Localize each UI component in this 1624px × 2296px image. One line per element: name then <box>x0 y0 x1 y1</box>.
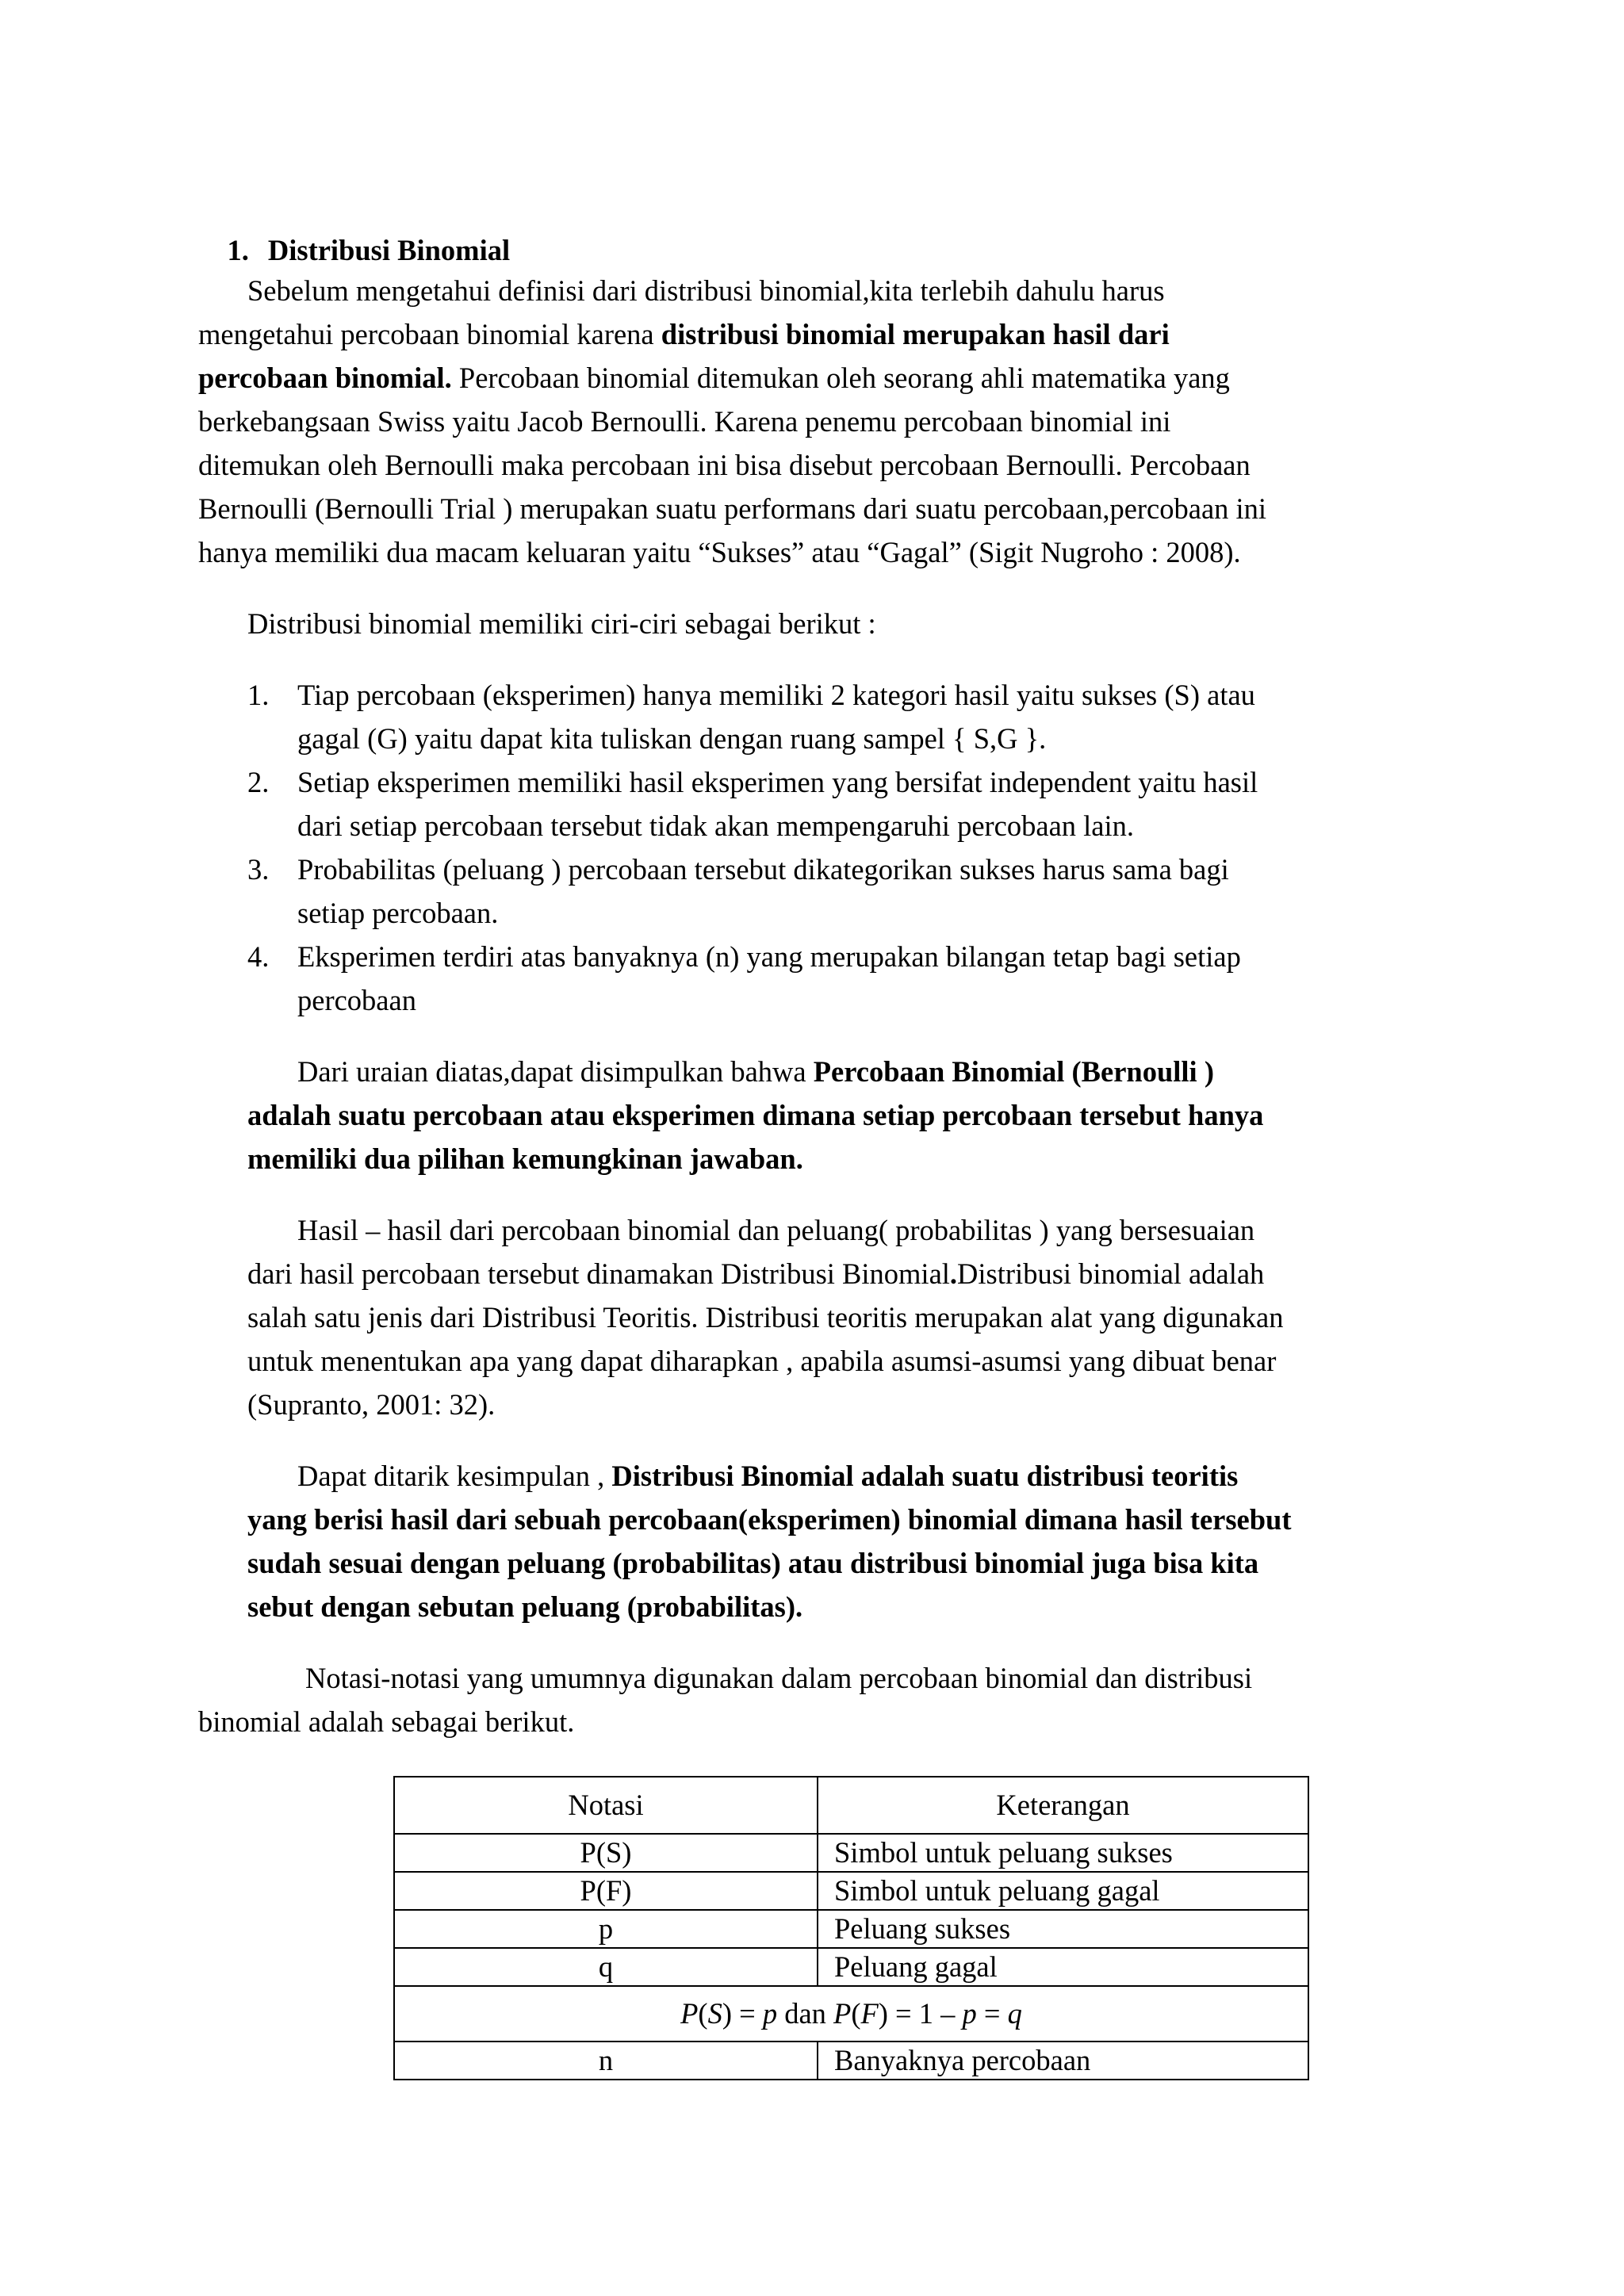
formula-part: = <box>976 1997 1008 2030</box>
formula-part: q <box>1007 1997 1022 2030</box>
header-keterangan: Keterangan <box>818 1777 1308 1834</box>
paragraph-line: Notasi-notasi yang umumnya digunakan dalam percobaan binomial dan distribusi <box>305 1662 1253 1694</box>
paragraph-line: memiliki dua pilihan kemungkinan jawaban. <box>247 1142 803 1175</box>
list-item: gagal (G) yaitu dapat kita tuliskan dengan ruang sampel { S,G }. <box>297 722 1047 755</box>
header-notasi: Notasi <box>394 1777 818 1834</box>
paragraph-line: sebut dengan sebutan peluang (probabilitas). <box>247 1590 803 1623</box>
formula-part: p <box>762 1997 778 2030</box>
paragraph-line <box>297 1459 1238 1494</box>
formula-part: dan <box>777 1997 834 2030</box>
paragraph-line: Hasil – hasil dari percobaan binomial dan peluang( probabilitas ) yang bersesuaian <box>297 1214 1255 1246</box>
paragraph-line: ditemukan oleh Bernoulli maka percobaan ini bisa disebut percobaan Bernoulli. Percobaan <box>198 449 1251 481</box>
paragraph-line: untuk menentukan apa yang dapat diharapkan , apabila asumsi-asumsi yang dibuat benar <box>247 1345 1277 1377</box>
formula-part: ( <box>851 1997 861 2030</box>
paragraph-line: salah satu jenis dari Distribusi Teoritis. Distribusi teoritis merupakan alat yang digunakan <box>247 1301 1284 1334</box>
list-item: Probabilitas (peluang ) percobaan tersebut dikategorikan sukses harus sama bagi <box>297 853 1229 886</box>
section-title: Distribusi Binomial <box>267 234 511 266</box>
formula-part: S <box>707 1997 722 2030</box>
paragraph-line <box>247 1257 1264 1292</box>
table-row <box>394 1910 1308 1948</box>
description-cell: Peluang gagal <box>818 1948 1308 1986</box>
table-row <box>394 1948 1308 1986</box>
paragraph-line <box>297 1054 1214 1089</box>
section-number: 1. <box>227 234 249 266</box>
formula-part: ( <box>698 1997 708 2030</box>
text-run: dari hasil percobaan tersebut dinamakan Distribusi Binomial <box>247 1257 950 1290</box>
notation-cell: P(S) <box>394 1834 818 1872</box>
list-number: 3. <box>247 853 270 886</box>
list-number: 1. <box>247 679 270 711</box>
paragraph-line: Sebelum mengetahui definisi dari distribusi binomial,kita terlebih dahulu harus <box>247 274 1165 307</box>
bold-run: . <box>949 1257 958 1290</box>
description-cell: Banyaknya percobaan <box>818 2042 1308 2080</box>
formula-part: P <box>833 1997 852 2030</box>
paragraph-line: binomial adalah sebagai berikut. <box>198 1705 575 1738</box>
list-item: Setiap eksperimen memiliki hasil eksperimen yang bersifat independent yaitu hasil <box>297 766 1258 798</box>
text-run: Dapat ditarik kesimpulan , <box>297 1460 612 1492</box>
paragraph-line <box>198 361 1230 396</box>
list-intro: Distribusi binomial memiliki ciri-ciri sebagai berikut : <box>247 607 876 640</box>
notation-cell: P(F) <box>394 1872 818 1910</box>
list-item: Tiap percobaan (eksperimen) hanya memiliki 2 kategori hasil yaitu sukses (S) atau <box>297 679 1255 711</box>
description-cell: Simbol untuk peluang gagal <box>818 1872 1308 1910</box>
list-item: percobaan <box>297 984 416 1016</box>
list-item: setiap percobaan. <box>297 897 499 929</box>
list-number: 4. <box>247 940 270 973</box>
table-header-row <box>394 1777 1308 1834</box>
notation-cell: p <box>394 1910 818 1948</box>
formula-part: ) = <box>722 1997 763 2030</box>
text-run: Distribusi binomial adalah <box>957 1257 1265 1290</box>
bold-run: Percobaan Binomial (Bernoulli ) <box>813 1055 1214 1088</box>
bold-run: distribusi binomial merupakan hasil dari <box>661 318 1170 350</box>
bold-run: percobaan binomial. <box>198 362 452 394</box>
paragraph-line: yang berisi hasil dari sebuah percobaan(eksperimen) binomial dimana hasil tersebut <box>247 1503 1292 1536</box>
notation-cell: q <box>394 1948 818 1986</box>
formula-part: p <box>962 1997 977 2030</box>
formula-part: F <box>860 1997 879 2030</box>
table-row <box>394 2042 1308 2080</box>
notation-table <box>393 1776 1309 2080</box>
list-item: Eksperimen terdiri atas banyaknya (n) yang merupakan bilangan tetap bagi setiap <box>297 940 1241 973</box>
table-row <box>394 1872 1308 1910</box>
notation-cell: n <box>394 2042 818 2080</box>
text-run: Dari uraian diatas,dapat disimpulkan bahwa <box>297 1055 814 1088</box>
paragraph-line <box>198 317 1170 352</box>
paragraph-line: (Supranto, 2001: 32). <box>247 1388 496 1421</box>
description-cell: Peluang sukses <box>818 1910 1308 1948</box>
text-run: mengetahui percobaan binomial karena <box>198 318 661 350</box>
bold-run: Distribusi Binomial adalah suatu distribusi teoritis <box>611 1460 1239 1492</box>
paragraph-line: Bernoulli (Bernoulli Trial ) merupakan suatu performans dari suatu percobaan,percobaan ini <box>198 492 1267 525</box>
table-row <box>394 1834 1308 1872</box>
description-cell: Simbol untuk peluang sukses <box>818 1834 1308 1872</box>
list-number: 2. <box>247 766 270 798</box>
formula-row <box>394 1986 1308 2042</box>
paragraph-line: adalah suatu percobaan atau eksperimen dimana setiap percobaan tersebut hanya <box>247 1099 1264 1131</box>
text-run: Percobaan binomial ditemukan oleh seorang ahli matematika yang <box>451 362 1230 394</box>
formula-cell <box>394 1986 1308 2042</box>
paragraph-line: berkebangsaan Swiss yaitu Jacob Bernoulli. Karena penemu percobaan binomial ini <box>198 405 1171 438</box>
formula-part: P <box>680 1997 699 2030</box>
paragraph-line: hanya memiliki dua macam keluaran yaitu “Sukses” atau “Gagal” (Sigit Nugroho : 2008). <box>198 536 1241 568</box>
formula-part: ) = 1 – <box>878 1997 963 2030</box>
paragraph-line: sudah sesuai dengan peluang (probabilitas) atau distribusi binomial juga bisa kita <box>247 1547 1259 1579</box>
list-item: dari setiap percobaan tersebut tidak akan mempengaruhi percobaan lain. <box>297 809 1135 842</box>
